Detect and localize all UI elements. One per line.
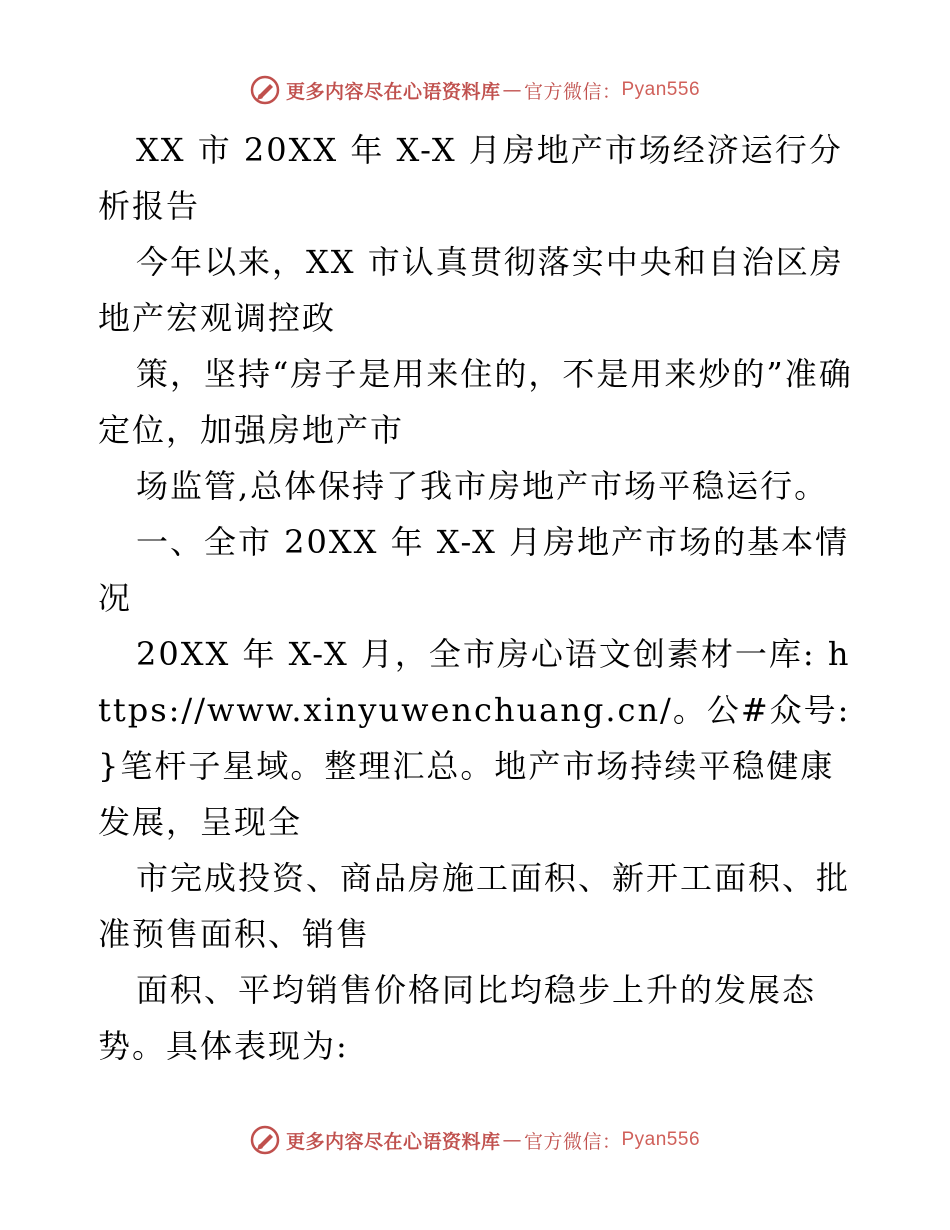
paragraph: 今年以来，XX 市认真贯彻落实中央和自治区房地产宏观调控政	[98, 243, 844, 337]
logo-icon	[250, 1125, 280, 1155]
paragraph: 场监管,总体保持了我市房地产市场平稳运行。	[136, 467, 829, 505]
header-watermark	[0, 70, 950, 110]
document-body	[98, 122, 858, 1074]
watermark-text: 更多内容尽在心语资料库	[285, 1130, 501, 1153]
paragraph: 面积、平均销售价格同比均稳步上升的发展态势。具体表现为:	[98, 971, 817, 1065]
watermark-id: Pyan556	[621, 79, 701, 100]
paragraph: 市完成投资、商品房施工面积、新开工面积、批准预售面积、销售	[98, 859, 851, 953]
watermark-id: Pyan556	[621, 1129, 701, 1150]
watermark-text: 更多内容尽在心语资料库	[285, 80, 501, 103]
document-title: XX 市 20XX 年 X-X 月房地产市场经济运行分析报告	[98, 131, 843, 225]
watermark-label: 官方微信：	[523, 80, 622, 103]
logo-icon	[250, 75, 280, 105]
section-heading: 一、全市 20XX 年 X-X 月房地产市场的基本情况	[98, 523, 850, 617]
footer-watermark	[0, 1120, 950, 1160]
watermark-dash: —	[502, 1129, 522, 1151]
watermark-dash: —	[502, 79, 522, 101]
paragraph: 20XX 年 X-X 月，全市房心语文创素材一库: https://www.xinyuwenchuang.cn/。公#众号: }笔杆子星域。整理汇总。地产市场持续平稳健康发展，呈现全	[98, 635, 851, 841]
paragraph: 策，坚持“房子是用来住的，不是用来炒的”准确定位，加强房地产市	[98, 355, 853, 449]
watermark-label: 官方微信：	[523, 1130, 622, 1153]
